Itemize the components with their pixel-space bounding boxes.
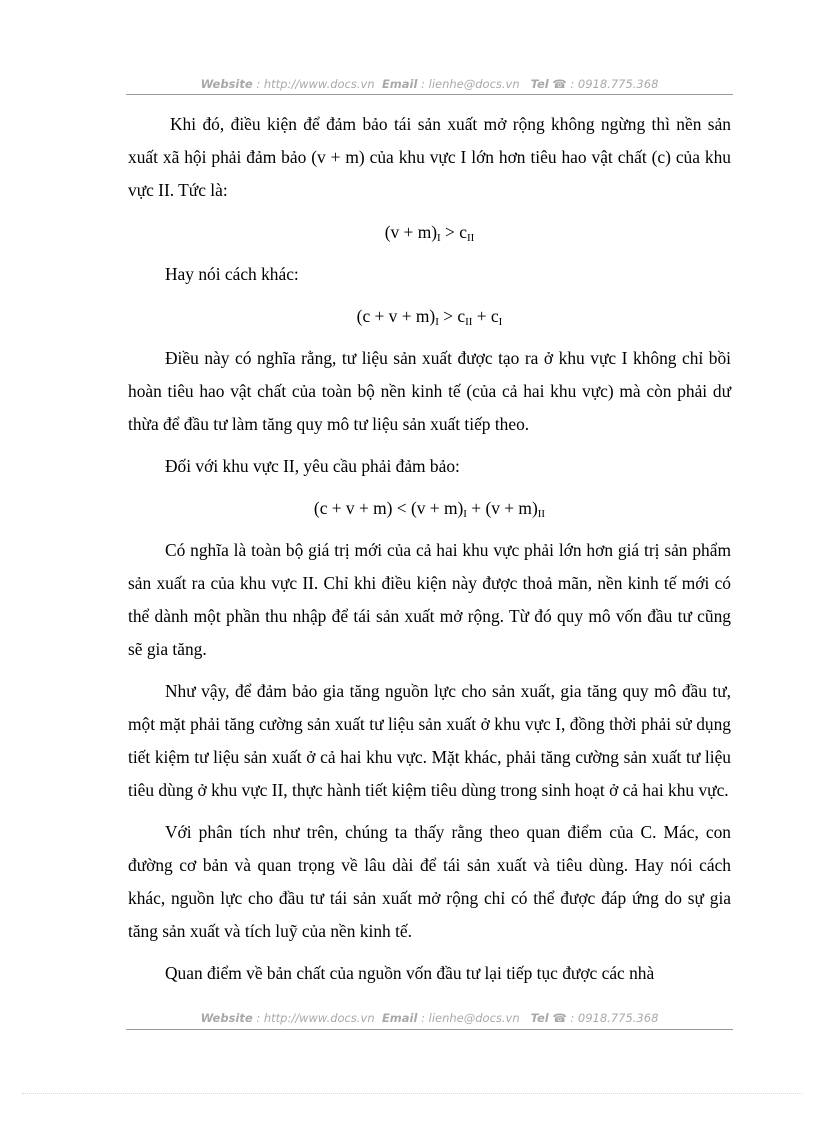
paragraph: Như vậy, để đảm bảo gia tăng nguồn lực cho sản xuất, gia tăng quy mô đầu tư, một mặt phải tăng cường sản xuất tư liệu sản xuất ở khu vực I, đồng thời phải sử dụng tiết kiệm tư liệu sản xuất ở cả hai khu vực. Mặt khác, phải tăng cường sản xuất tư liệu tiêu dùng ở khu vực II, thực hành tiết kiệm tiêu dùng trong sinh hoạt ở cả hai khu vực. bbox=[128, 681, 731, 800]
equation: $(v + m)_I > c_{II}$ bbox=[384, 222, 475, 244]
header-rule bbox=[126, 94, 733, 95]
paragraph: Hay nói cách khác: bbox=[165, 264, 299, 284]
email-label: Email bbox=[381, 1011, 418, 1025]
email-label: Email bbox=[381, 77, 418, 91]
tel-value: 0918.775.368 bbox=[577, 1011, 659, 1025]
paragraph: Khi đó, điều kiện để đảm bảo tái sản xuất mở rộng không ngừng thì nền sản xuất xã hội phải đảm bảo (v + m) của khu vực I lớn hơn tiêu hao vật chất (c) của khu vực II. Tức là: bbox=[128, 114, 731, 200]
page-edge-divider bbox=[22, 1093, 802, 1094]
tel-label: Tel bbox=[530, 77, 549, 91]
email-value[interactable]: lienhe@docs.vn bbox=[428, 77, 520, 91]
paragraph: Có nghĩa là toàn bộ giá trị mới của cả hai khu vực phải lớn hơn giá trị sản phẩm sản xuất ra của khu vực II. Chỉ khi điều kiện này được thoả mãn, nền kinh tế mới có thể dành một phần thu nhập để tái sản xuất mở rộng. Từ đó quy mô vốn đầu tư cũng sẽ gia tăng. bbox=[128, 540, 731, 659]
equation: $(c + v + m) < (v + m)_I + (v + m)_{II}$ bbox=[313, 498, 546, 520]
paragraph: Quan điểm về bản chất của nguồn vốn đầu tư lại tiếp tục được các nhà bbox=[165, 963, 655, 983]
equation: $(c + v + m)_I > c_{II} + c_I$ bbox=[356, 306, 503, 328]
tel-label: Tel bbox=[530, 1011, 549, 1025]
footer-rule bbox=[126, 1029, 733, 1030]
document-body bbox=[128, 108, 731, 999]
email-value[interactable]: lienhe@docs.vn bbox=[428, 1011, 520, 1025]
phone-icon: ☎ bbox=[552, 77, 567, 91]
tel-value: 0918.775.368 bbox=[577, 77, 659, 91]
page-header: Website : http://www.docs.vn Email : lienhe@docs.vn Tel ☎ : 0918.775.368 bbox=[200, 77, 659, 91]
website-label: Website bbox=[200, 77, 253, 91]
website-label: Website bbox=[200, 1011, 253, 1025]
paragraph: Với phân tích như trên, chúng ta thấy rằng theo quan điểm của C. Mác, con đường cơ bản và quan trọng về lâu dài để tái sản xuất và tiêu dùng. Hay nói cách khác, nguồn lực cho đầu tư tái sản xuất mở rộng chỉ có thể được đáp ứng do sự gia tăng sản xuất và tích luỹ của nền kinh tế. bbox=[128, 822, 731, 941]
page-footer: Website : http://www.docs.vn Email : lienhe@docs.vn Tel ☎ : 0918.775.368 bbox=[200, 1011, 659, 1025]
website-url[interactable]: http://www.docs.vn bbox=[263, 77, 375, 91]
phone-icon: ☎ bbox=[552, 1011, 567, 1025]
paragraph: Điều này có nghĩa rằng, tư liệu sản xuất được tạo ra ở khu vực I không chỉ bồi hoàn tiêu hao vật chất của toàn bộ nền kinh tế (của cả hai khu vực) mà còn phải dư thừa để đầu tư làm tăng quy mô tư liệu sản xuất tiếp theo. bbox=[128, 348, 731, 434]
website-url[interactable]: http://www.docs.vn bbox=[263, 1011, 375, 1025]
paragraph: Đối với khu vực II, yêu cầu phải đảm bảo: bbox=[165, 456, 460, 476]
